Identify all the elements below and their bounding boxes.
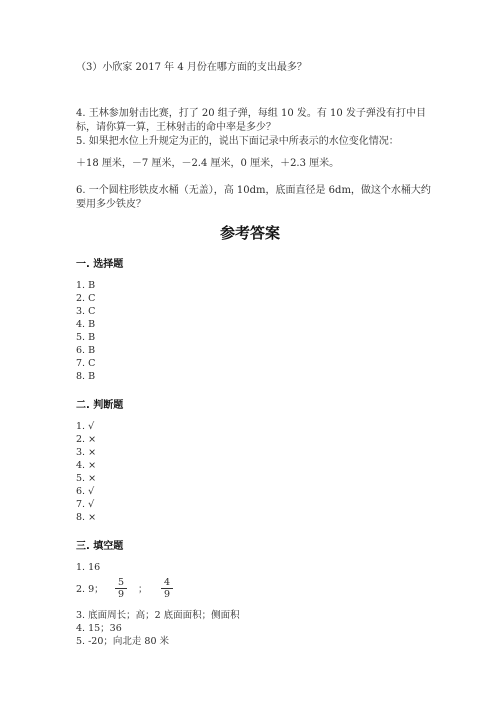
choice-answer: 1. B xyxy=(76,280,96,291)
choice-answer: 7. C xyxy=(76,358,96,369)
choice-answer: 8. B xyxy=(76,371,96,382)
section-heading-choice: 一. 选择题 xyxy=(76,259,124,270)
judge-answer: 1. √ xyxy=(76,421,95,432)
fraction-numerator: 5 xyxy=(117,577,125,588)
choice-answer: 2. C xyxy=(76,293,96,304)
section-heading-judge: 二. 判断题 xyxy=(76,400,124,411)
question-6-line1: 6. 一个圆柱形铁皮水桶（无盖），高 10dm，底面直径是 6dm，做这个水桶大约 xyxy=(76,185,431,196)
judge-answer: 4. × xyxy=(76,460,97,471)
section-heading-fill: 三. 填空题 xyxy=(76,541,124,552)
question-4-line2: 标，请你算一算，王林射击的命中率是多少？ xyxy=(76,122,276,133)
fraction-denominator: 9 xyxy=(117,589,125,600)
fill-answer-1: 1. 16 xyxy=(76,562,101,573)
fraction-denominator: 9 xyxy=(163,589,171,600)
judge-answer: 2. × xyxy=(76,434,97,445)
choice-answer: 4. B xyxy=(76,319,96,330)
choice-answer: 3. C xyxy=(76,306,96,317)
judge-answer: 8. × xyxy=(76,512,97,523)
question-6-line2: 要用多少铁皮？ xyxy=(76,199,146,210)
fraction-four-ninths xyxy=(160,577,174,600)
question-3: （3）小欣家 2017 年 4 月份在哪方面的支出最多？ xyxy=(76,62,307,73)
fraction-five-ninths xyxy=(114,577,128,600)
question-5-line1: 5. 如果把水位上升规定为正的，说出下面记录中所表示的水位变化情况： xyxy=(76,136,399,147)
fill-answer-2-separator: ； xyxy=(138,584,148,595)
judge-answer: 3. × xyxy=(76,447,97,458)
fraction-numerator: 4 xyxy=(163,577,171,588)
fill-answer-3: 3. 底面周长；高；2 底面面积；侧面积 xyxy=(76,610,240,621)
judge-answer: 5. × xyxy=(76,473,97,484)
fill-answer-4: 4. 15；36 xyxy=(76,623,122,634)
question-4-line1: 4. 王林参加射击比赛，打了 20 组子弹，每组 10 发。有 10 发子弹没有打中目 xyxy=(76,108,426,119)
question-5-line2: ＋18 厘米，－7 厘米，－2.4 厘米，0 厘米，＋2.3 厘米。 xyxy=(76,158,340,169)
judge-answer: 6. √ xyxy=(76,486,95,497)
fill-answer-5: 5. -20；向北走 80 米 xyxy=(76,636,170,647)
judge-answer: 7. √ xyxy=(76,499,95,510)
choice-answer: 5. B xyxy=(76,332,96,343)
choice-answer: 6. B xyxy=(76,345,96,356)
answer-title: 参考答案 xyxy=(219,224,280,242)
fill-answer-2-prefix: 2. 9； xyxy=(76,584,104,595)
